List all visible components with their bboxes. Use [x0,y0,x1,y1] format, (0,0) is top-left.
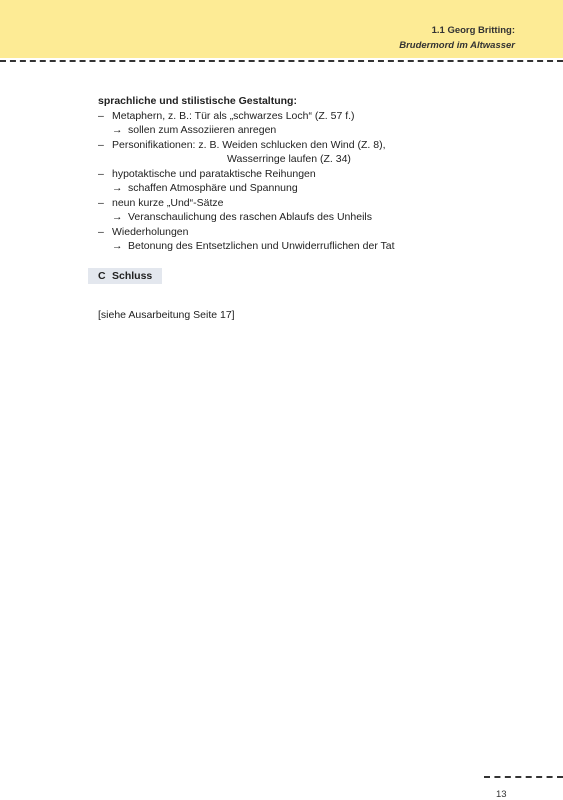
arrow-right-icon: → [112,211,123,223]
section-title-row [98,268,518,285]
list-item [98,225,518,240]
dash-bullet: – [98,167,104,180]
list-item [98,167,518,182]
list-subitem-text: Betonung des Entsetzlichen und Unwiderruflichen der Tat [128,240,395,252]
list-item-text: neun kurze „Und“-Sätze [112,196,224,209]
list-subitem-text: sollen zum Assoziieren anregen [128,124,277,136]
list-item-text: Wiederholungen [112,225,189,238]
list-subitem-text: schaffen Atmosphäre und Spannung [128,182,298,194]
list-subitem-text: Veranschaulichung des raschen Ablaufs des Unheils [128,211,372,223]
list-item-text: hypotaktische und parataktische Reihungen [112,167,316,180]
list-item-text: Personifikationen: z. B. Weiden schlucken den Wind (Z. 8), [112,138,386,151]
arrow-right-icon: → [112,240,123,252]
section-letter: C [98,269,106,282]
dash-bullet: – [98,225,104,238]
list-subitem [98,181,518,196]
section-title: Schluss [112,269,153,282]
list-subitem [98,123,518,138]
list-item-text: Wasserringe laufen (Z. 34) [227,153,351,165]
header-dashed-rule [0,60,563,62]
dash-bullet: – [98,138,104,151]
list-item-text: Metaphern, z. B.: Tür als „schwarzes Loch“ (Z. 57 f.) [112,109,355,122]
header-subtitle: Brudermord im Altwasser [399,40,515,51]
arrow-right-icon: → [112,124,123,136]
list-item [98,138,518,153]
list-item [98,196,518,211]
list-item-continuation [98,152,518,167]
dash-bullet: – [98,109,104,122]
running-header [399,23,515,53]
section-heading: sprachliche und stilistische Gestaltung: [98,95,297,107]
dash-bullet: – [98,196,104,209]
section-title-box [88,268,162,285]
list-item [98,109,518,124]
page-number: 13 [496,789,507,800]
list-subitem [98,239,518,254]
reference-note: [siehe Ausarbeitung Seite 17] [98,309,235,321]
header-chapter: 1.1 Georg Britting: [431,25,515,36]
list-subitem [98,210,518,225]
arrow-right-icon: → [112,182,123,194]
main-content [98,94,518,323]
footer-dashed-rule [484,776,563,778]
